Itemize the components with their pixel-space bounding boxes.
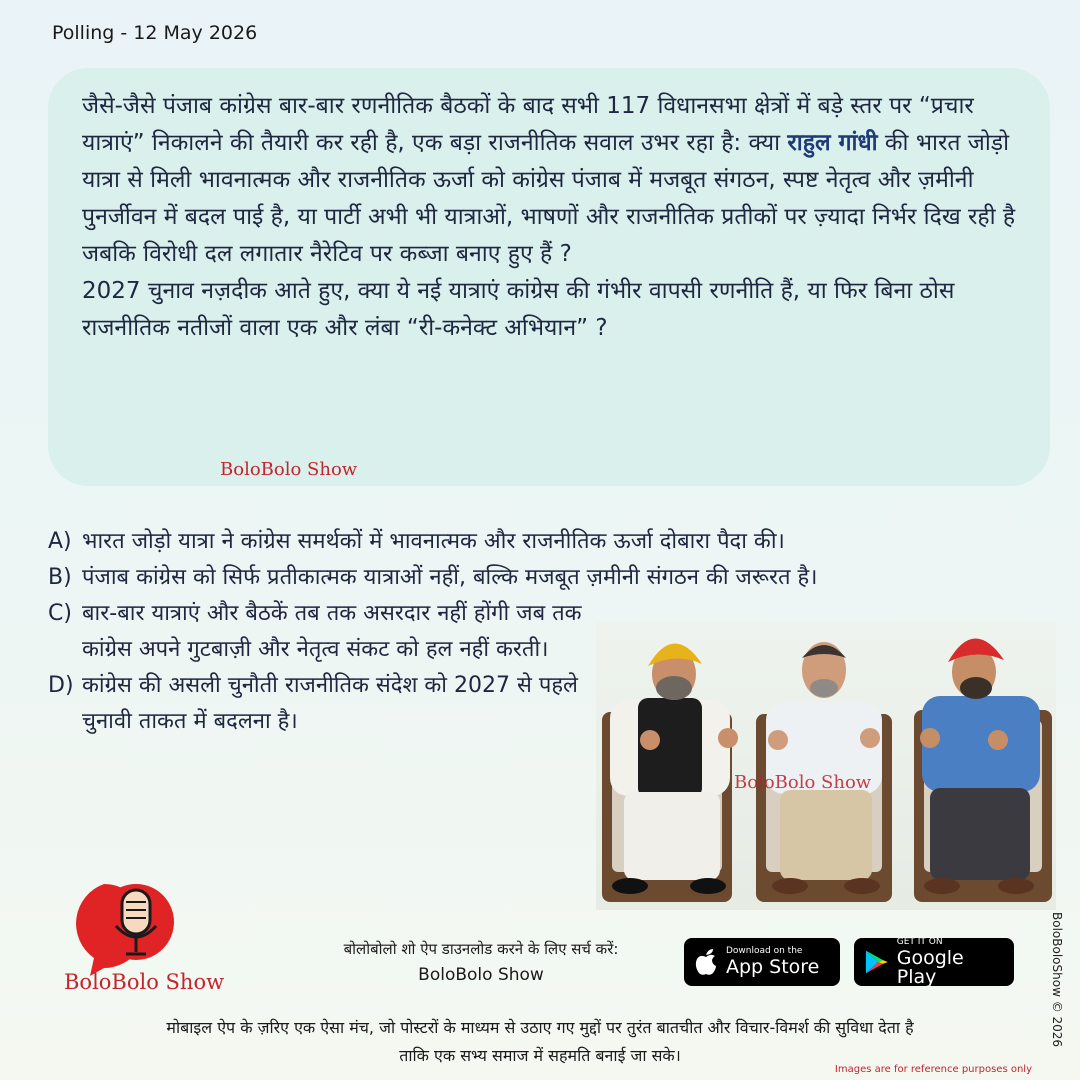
app-prompt-brand: BoloBolo Show [418, 965, 544, 985]
microphone-icon [60, 876, 230, 976]
footer-description [40, 1014, 1040, 1070]
question-part2: की भारत जोड़ो यात्रा से मिली भावनात्मक और राजनीतिक ऊर्जा को कांग्रेस पंजाब में मजबूत संगठन, स्पष्ट नेतृत्व और ज़मीनी पुनर्जीवन में बदल पाई है, या पार्टी अभी भी यात्राओं, भाषणों और राजनीतिक प्रतीकों पर ज़्यादा निर्भर दिख रही है जबकि विरोधी दल लगातार नैरेटिव पर कब्जा बनाए हुए हैं ? [82, 130, 1016, 267]
option-text: भारत जोड़ो यात्रा ने कांग्रेस समर्थकों में भावनात्मक और राजनीतिक ऊर्जा दोबारा पैदा की। [82, 529, 785, 554]
apple-icon [694, 948, 718, 976]
logo-text: BoloBolo Show [64, 970, 225, 994]
question-text [82, 88, 1022, 347]
option-letter: C) [48, 601, 72, 626]
app-prompt-line: बोलोबोलो शो ऐप डाउनलोड करने के लिए सर्च करें: [343, 940, 619, 958]
play-small-label: GET IT ON [896, 936, 943, 947]
option-letter: A) [48, 529, 72, 554]
app-download-prompt [296, 936, 666, 988]
appstore-small-label: Download on the [726, 946, 803, 956]
option-text: बार-बार यात्राएं और बैठकें तब तक असरदार नहीं होंगी जब तक कांग्रेस अपने गुटबाज़ी और नेतृत्व संकट को हल नहीं करती। [82, 601, 582, 662]
play-big-label: Google Play [896, 946, 964, 988]
app-store-button[interactable] [684, 938, 840, 986]
question-box [48, 68, 1050, 486]
footer-line: मोबाइल ऐप के ज़रिए एक ऐसा मंच, जो पोस्टरों के माध्यम से उठाए गए मुद्दों पर तुरंत बातचीत और विचार-विमर्श की सुविधा देता है [166, 1018, 914, 1037]
google-play-button[interactable] [854, 938, 1014, 986]
politicians-photo [596, 622, 1056, 910]
image-disclaimer: Images are for reference purposes only [834, 1064, 1032, 1075]
photo-watermark: BoloBolo Show [734, 772, 872, 793]
question-part1: जैसे-जैसे पंजाब कांग्रेस बार-बार रणनीतिक बैठकों के बाद सभी 117 विधानसभा क्षेत्रों में बड़े स्तर पर “प्रचार यात्राएं” निकालने की तैयारी कर रही है, एक बड़ा राजनीतिक सवाल उभर रहा है: क्या [82, 93, 974, 156]
option-text: पंजाब कांग्रेस को सिर्फ प्रतीकात्मक यात्राओं नहीं, बल्कि मजबूत ज़मीनी संगठन की जरूरत है। [82, 565, 818, 590]
option-letter: B) [48, 565, 72, 590]
appstore-big-label: App Store [726, 956, 820, 978]
photo-illustration [596, 622, 1056, 910]
poll-option-b[interactable] [48, 560, 978, 596]
question-brand-watermark: BoloBolo Show [220, 459, 358, 480]
polling-date: Polling - 12 May 2026 [52, 22, 258, 44]
option-text: कांग्रेस की असली चुनौती राजनीतिक संदेश को 2027 से पहले चुनावी ताकत में बदलना है। [82, 673, 578, 734]
poll-option-a[interactable] [48, 524, 1058, 560]
footer-line: ताकि एक सभ्य समाज में सहमति बनाई जा सके। [399, 1046, 681, 1065]
question-highlight: राहुल गांधी [787, 130, 878, 156]
copyright-notice: BoloBoloShow © 2026 [1050, 912, 1064, 1048]
option-letter: D) [48, 673, 74, 698]
question-part3: 2027 चुनाव नज़दीक आते हुए, क्या ये नई यात्राएं कांग्रेस की गंभीर वापसी रणनीति हैं, या फिर बिना ठोस राजनीतिक नतीजों वाला एक और लंबा “री-कनेक्ट अभियान” ? [82, 278, 955, 341]
play-triangle-icon [864, 948, 889, 976]
poll-option-c[interactable] [48, 596, 608, 668]
poll-option-d[interactable] [48, 668, 608, 740]
